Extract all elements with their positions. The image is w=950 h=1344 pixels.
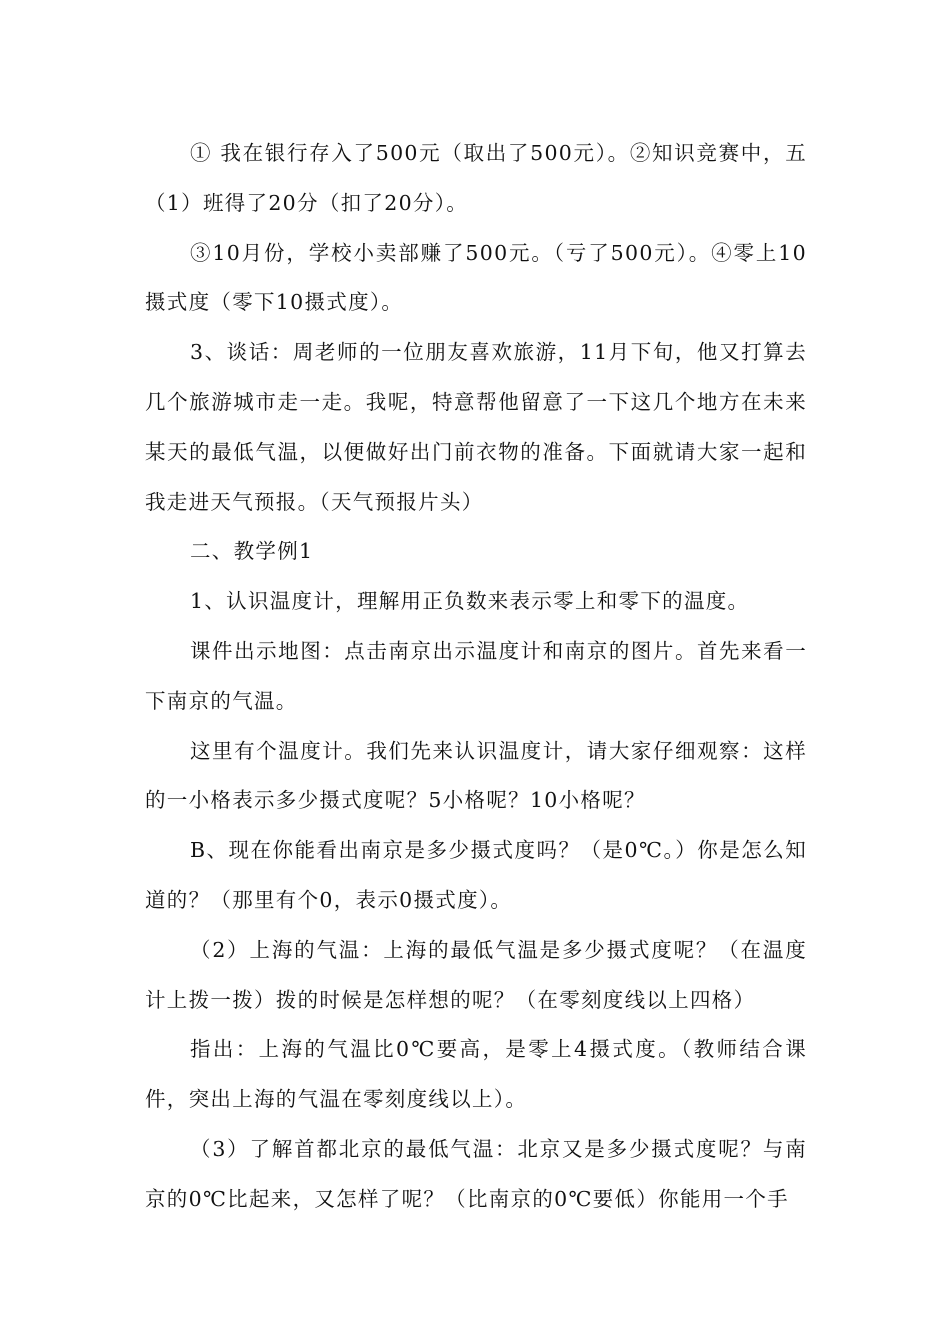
paragraph-deposit-example: ① 我在银行存入了500元（取出了500元）。②知识竞赛中，五（1）班得了20分（扣了20分）。 xyxy=(145,141,807,215)
paragraph-conversation: 3、谈话：周老师的一位朋友喜欢旅游，11月下旬，他又打算去几个旅游城市走一走。我呢，特意帮他留意了一下这几个地方在未来某天的最低气温，以便做好出门前衣物的准备。下面就请大家一起和我走进天气预报。（天气预报片头） xyxy=(145,340,807,514)
paragraph-profit-example: ③10月份，学校小卖部赚了500元。（亏了500元）。④零上10摄式度（零下10摄式度）。 xyxy=(145,240,807,315)
section-heading-example-1: 二、教学例1 xyxy=(190,539,314,564)
paragraph-courseware-map: 课件出示地图：点击南京出示温度计和南京的图片。首先来看一下南京的气温。 xyxy=(145,638,807,713)
paragraph-thermometer-intro: 1、认识温度计，理解用正负数来表示零上和零下的温度。 xyxy=(190,589,750,614)
paragraph-shanghai-temperature: （2）上海的气温：上海的最低气温是多少摄式度呢？（在温度计上拨一拨）拨的时候是怎样想的呢？（在零刻度线以上四格） xyxy=(145,937,807,1012)
paragraph-nanjing-temperature: B、现在你能看出南京是多少摄式度吗？（是0℃。）你是怎么知道的？（那里有个0，表示0摄式度）。 xyxy=(145,838,807,912)
paragraph-thermometer-observe: 这里有个温度计。我们先来认识温度计，请大家仔细观察：这样的一小格表示多少摄式度呢？5小格呢？10小格呢？ xyxy=(145,738,807,813)
document-body xyxy=(145,129,807,1225)
paragraph-shanghai-note: 指出：上海的气温比0℃要高，是零上4摄式度。（教师结合课件，突出上海的气温在零刻度线以上）。 xyxy=(145,1037,807,1112)
paragraph-beijing-temperature: （3）了解首都北京的最低气温：北京又是多少摄式度呢？与南京的0℃比起来，又怎样了呢？（比南京的0℃要低）你能用一个手 xyxy=(145,1136,807,1211)
